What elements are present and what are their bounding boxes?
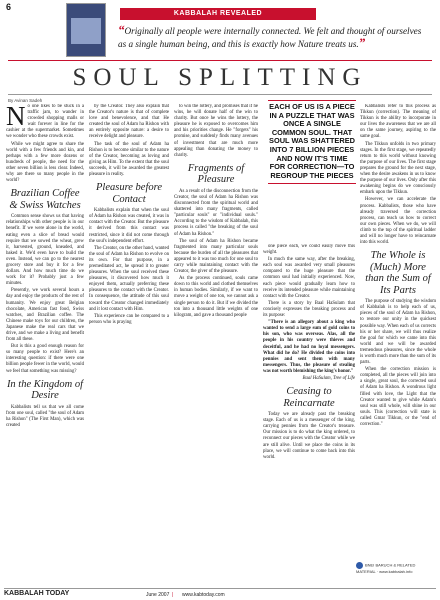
paragraph: to win the lottery, and promises that if he wins, he will donate half of the win to charity. But once he wins the lottery, the pleasure he is exposed to overcomes him and his priorities change. He "forgets" his promise, and suddenly finds many avenues of investment that are much more appealing than donating the money to charity. — [174, 104, 258, 158]
subhead: Pleasure before Contact — [96, 182, 162, 205]
section-label: KABBALAH REVEALED — [120, 8, 316, 20]
callout-bottom-rule — [268, 183, 356, 184]
column-4 — [263, 244, 355, 588]
byline: By Avinan Sadeh — [8, 98, 43, 103]
paragraph: Common sense shows us that having relationships with other people is in our benefit. If we were alone in the world, eating even a slice of bread would require that we sowed the wheat, grew it, harvested, ground, kneaded, and baked it. We'd even have to build the oven. Instead, we can go to the nearest grocery store and buy it for a few dollars. And how much time do we work for it? Probably just a few minutes. — [6, 214, 84, 287]
paragraph: In much the same way, after the breaking, each soul was awarded very small pleasures compared to the huge pleasure that the common soul had initially experienced. Now, each piece would gradually learn how to receive its intended pleasure while maintaining contact with the Creator. — [263, 257, 355, 299]
logo-mark-icon — [356, 562, 363, 569]
footer-date: June 2007 — [146, 592, 170, 598]
paragraph: The purpose of studying the wisdom of Kabbalah is to help each of us, pieces of the soul of Adam ha Rishon, to restore our unity in the quickest possible way. When each of us corrects his or her share, we will thus realize the goal for which we came into this world and we will be awarded tremendous pleasures, since the whole is worth much more than the sum of its parts. — [360, 299, 436, 366]
subhead: Brazilian Coffee & Swiss Watches — [9, 188, 81, 211]
subhead: Ceasing to Reincarnate — [283, 386, 335, 409]
publisher-logo: BNEI BARUCH & RELATED MATERIAL · www.kabbalah.info — [356, 562, 416, 574]
callout-text: EACH OF US IS A PIECE IN A PUZZLE THAT WAS ONCE A SINGLE COMMON SOUL. THAT SOUL WAS SHATTERED INTO 7 BILLION PIECES AND NOW IT'S TIME FOR CORRECTION—TO REGROUP THE PIECES — [269, 102, 355, 180]
paragraph: While we might agree to share the world with a few friends and kin, and perhaps with a few more dozens or hundreds of people, the need for the other seven billion is less clear. Indeed, why are there so many people in the world? — [6, 141, 84, 184]
page-footer — [4, 588, 436, 599]
paragraph: There is a story by Baal HaSulam that concisely expresses the breaking process and its purpose: — [263, 300, 355, 319]
paragraph: The Creator, on the other hand, wanted the soul of Adam ha Rishon to evolve on its own. For that purpose, in a premeditated act, he spread it to greater pleasures. When the soul received these pleasures, it discovered how much it enjoyed them, actually preferring these pleasures to the contact with the Creator. In consequence, the attitude of this soul toward the Creator changed immediately and it lost contact with Him. — [89, 245, 169, 312]
callout-box — [268, 103, 356, 180]
column-2 — [89, 104, 169, 588]
paragraph: The Tikkun unfolds in two primary stages. In the first stage, we repeatedly return to this world without knowing the purpose of our lives. The first stage prepares the ground for the next stage, when the desire awakens in us to know the purpose of our lives. Only after this awakening begins do we consciously embark upon the Tikkun. — [360, 141, 436, 196]
paragraph: The task of the soul of Adam ha Rishon is to become similar to the nature of the Creator, becoming as loving and giving as Him. To the extent that the soul succeeds, it will be awarded the greatest pleasure in reality. — [89, 141, 169, 178]
paragraph: No one likes to be stuck in a traffic jam, to wander in crowded shopping malls or wait forever in line for the cashier at the supermarket. Sometimes we wonder who these crowds exist. — [6, 104, 84, 140]
paragraph: Kabbalists refer to this process as Tikkun (correction). The meaning of Tikkun is the ability to incorporate in our lives the awareness that we are all on the same journey, aspiring to the same goal. — [360, 104, 436, 140]
quote-mark-icon: “ — [118, 22, 125, 37]
footer-publication: KABBALAH TODAY — [4, 590, 70, 597]
callout-top-rule — [268, 100, 356, 101]
paragraph: As the process continued, souls came down to this world and clothed themselves in human bodies. Similarly, if we want to move a weight of one ton, we cannot ask a single person to do it. But if we divided the ton into a thousand little weights of one kilogram, and gave a thousand people — [174, 276, 258, 318]
paragraph: Today we are already past the breaking stage. Each of us is a messenger of the king, carrying pennies from the Creator's treasure. Our mission is to do what the king ordered, to reconnect our pieces with the Creator while we are still alive. Until we place the coins in its place, we will continue to come back into this world. — [263, 412, 355, 460]
subhead: Fragments of Pleasure — [187, 162, 245, 186]
headline-divider — [8, 94, 432, 95]
paragraph: This experience can be compared to a person who is praying — [89, 313, 169, 325]
paragraph: The soul of Adam ha Rishon became fragmented into many particular souls because the burden of all the pleasures that appeared to it was too much for one soul to carry while maintaining contact with the Creator, the giver of the pleasure. — [174, 238, 258, 275]
drop-cap: N — [6, 104, 26, 131]
column-5 — [360, 104, 436, 560]
paragraph: by the Creator. They also explain that the Creator's nature is that of complete love and benevolence, and that He created the soul of Adam ha Rishon with an entirely opposite nature: a desire to receive delight and pleasure. — [89, 104, 169, 140]
page-number: 6 — [6, 2, 12, 12]
paragraph: As a result of the disconnection from the Creator, the soul of Adam ha Rishon was disconnected from the spiritual world and shattered into many fragments, called "particular souls" or "individual souls." According to the wisdom of Kabbalah, this process is called "the breaking of the soul of Adam ha Rishon." — [174, 188, 258, 237]
column-1 — [6, 104, 84, 588]
paragraph: one piece each, we could easily move this weight. — [263, 244, 355, 256]
paragraph: But is this a good enough reason for so many people to exist? Here's an interesting question: if there were one billion people fewer in the world, would we feel that something was missing? — [6, 344, 84, 374]
magazine-thumbnail — [66, 3, 106, 57]
headline: SOUL SPLITTING — [72, 64, 368, 91]
paragraph: When the correction mission is completed, all the pieces will join into a single, great soul, the corrected soul of Adam ha Rishon. A wondrous light filled with love, the Light that the Creator wanted to give while Adam's soul was still whole, will shine in our souls. This (correction will state is called Gmar Tikkun, or the "end of correction." — [360, 367, 436, 428]
quote-mark-close-icon: ” — [358, 35, 366, 50]
quote-source: Baal HaSulam, Tree of Life — [302, 375, 355, 381]
story-quote: "There is an allegory about a king who wanted to send a large sum of gold coins to his son, who was overseas. Alas, all the people in his country were thieves and deceitful, and he had no loyal messengers. What did he do? He divided the coins into pennies and sent them with many messengers. Thus, the pleasure of stealing was not worth blemishing the king's honor." — [263, 320, 355, 374]
paragraph: Kabbalists explain that when the soul of Adam ha Rishon was created, it was in contact with the Creator. But the pleasure it derived from this contact was restricted, since it did not come through the soul's independent effort. — [89, 208, 169, 244]
paragraph: However, we can accelerate the process. Kabbalists, those who have already traversed the correction process, can teach us how to correct our own pieces. When we do, we will climb to the top of the spiritual ladder and will no longer have to reincarnate into this world. — [360, 197, 436, 246]
pull-quote — [118, 24, 430, 50]
column-3 — [174, 104, 258, 588]
paragraph: Presently, we work several hours a day and enjoy the products of the rest of humanity. We enjoy great Belgian chocolate, American fast food, Swiss watches, and Brazilian coffee. The Chinese make toys for our children, the Japanese make the real cars that we drive, and we make a living and benefit from all these. — [6, 288, 84, 343]
subhead: In the Kingdom of Desire — [6, 378, 84, 402]
top-divider — [8, 60, 432, 61]
paragraph: Kabbalists tell us that we all come from one soul, called "the soul of Adam ha Rishon" (The First Man), which was created — [6, 404, 84, 428]
pull-quote-text: Originally all people were internally connected. We felt and thought of ourselves as a single human being, and this is exactly how Nature treats us. — [118, 26, 422, 49]
thumbnail-image — [71, 18, 101, 44]
footer-website: www.kabtoday.com — [182, 592, 225, 598]
subhead: The Whole is (Much) More than the Sum of Its Parts — [365, 250, 431, 296]
footer-separator: | — [172, 592, 174, 598]
